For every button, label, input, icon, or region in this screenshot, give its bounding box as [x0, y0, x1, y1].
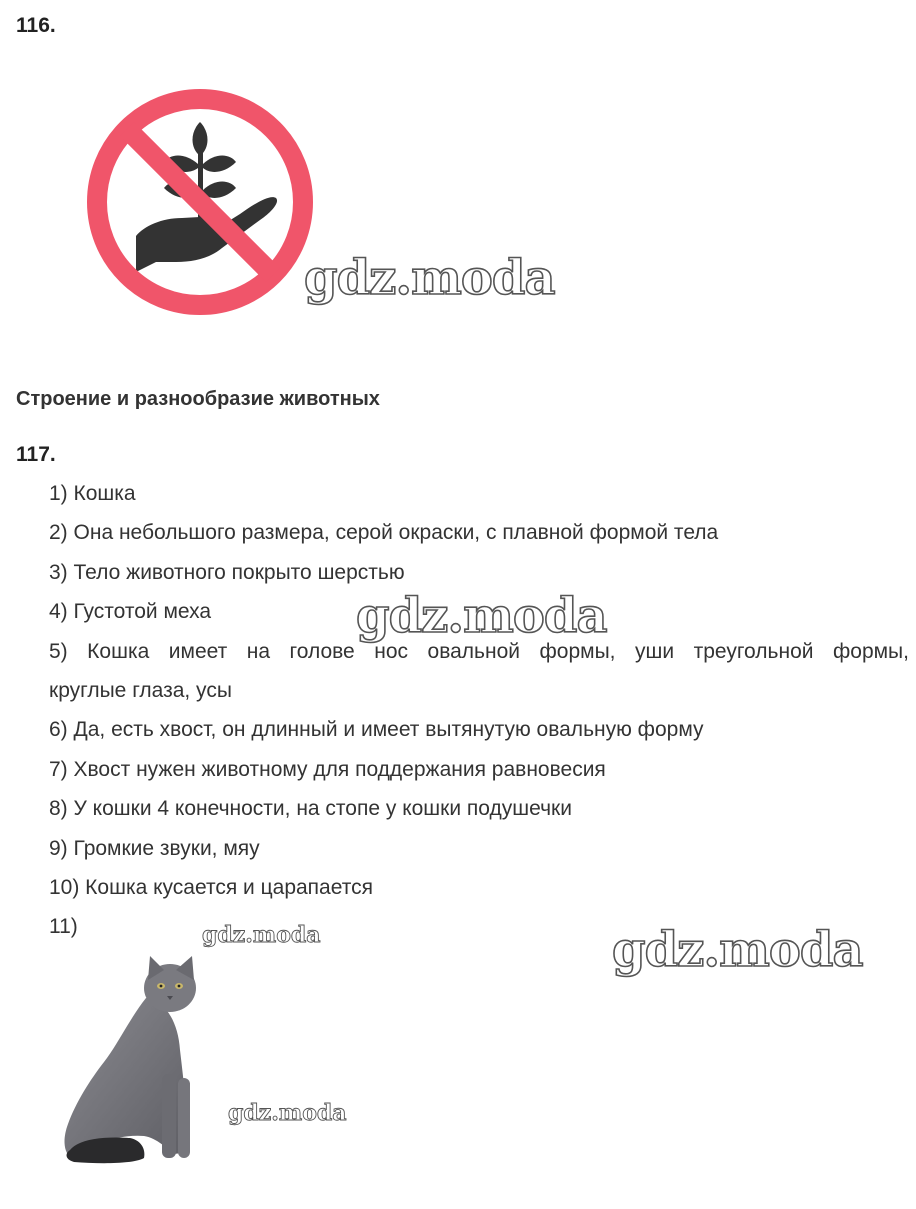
task-number-116: 116. [16, 14, 56, 37]
task-number-117: 117. [16, 443, 56, 466]
answer-item-7: 7) Хвост нужен животному для поддержания равновесия [49, 758, 606, 781]
watermark: gdz.moda [304, 250, 555, 306]
no-planting-icon [84, 86, 316, 318]
watermark: gdz.moda [612, 922, 863, 978]
answer-item-9: 9) Громкие звуки, мяу [49, 837, 260, 860]
watermark: gdz.moda [202, 922, 321, 948]
answer-item-10: 10) Кошка кусается и царапается [49, 876, 373, 899]
watermark: gdz.moda [228, 1100, 347, 1126]
answer-item-11: 11) [49, 915, 78, 938]
answer-item-3: 3) Тело животного покрыто шерстью [49, 561, 405, 584]
answer-item-5: 5) Кошка имеет на голове нос овальной формы, уши треугольной формы, [49, 640, 909, 663]
answer-item-8: 8) У кошки 4 конечности, на стопе у кошки подушечки [49, 797, 572, 820]
answer-item-1: 1) Кошка [49, 482, 136, 505]
section-title: Строение и разнообразие животных [16, 388, 380, 410]
answer-item-5-continuation: круглые глаза, усы [49, 679, 232, 702]
gray-cat-icon [60, 954, 210, 1166]
watermark: gdz.moda [356, 588, 607, 644]
answer-item-4: 4) Густотой меха [49, 600, 212, 623]
answer-item-6: 6) Да, есть хвост, он длинный и имеет вытянутую овальную форму [49, 718, 704, 741]
answer-item-2: 2) Она небольшого размера, серой окраски, с плавной формой тела [49, 521, 719, 544]
